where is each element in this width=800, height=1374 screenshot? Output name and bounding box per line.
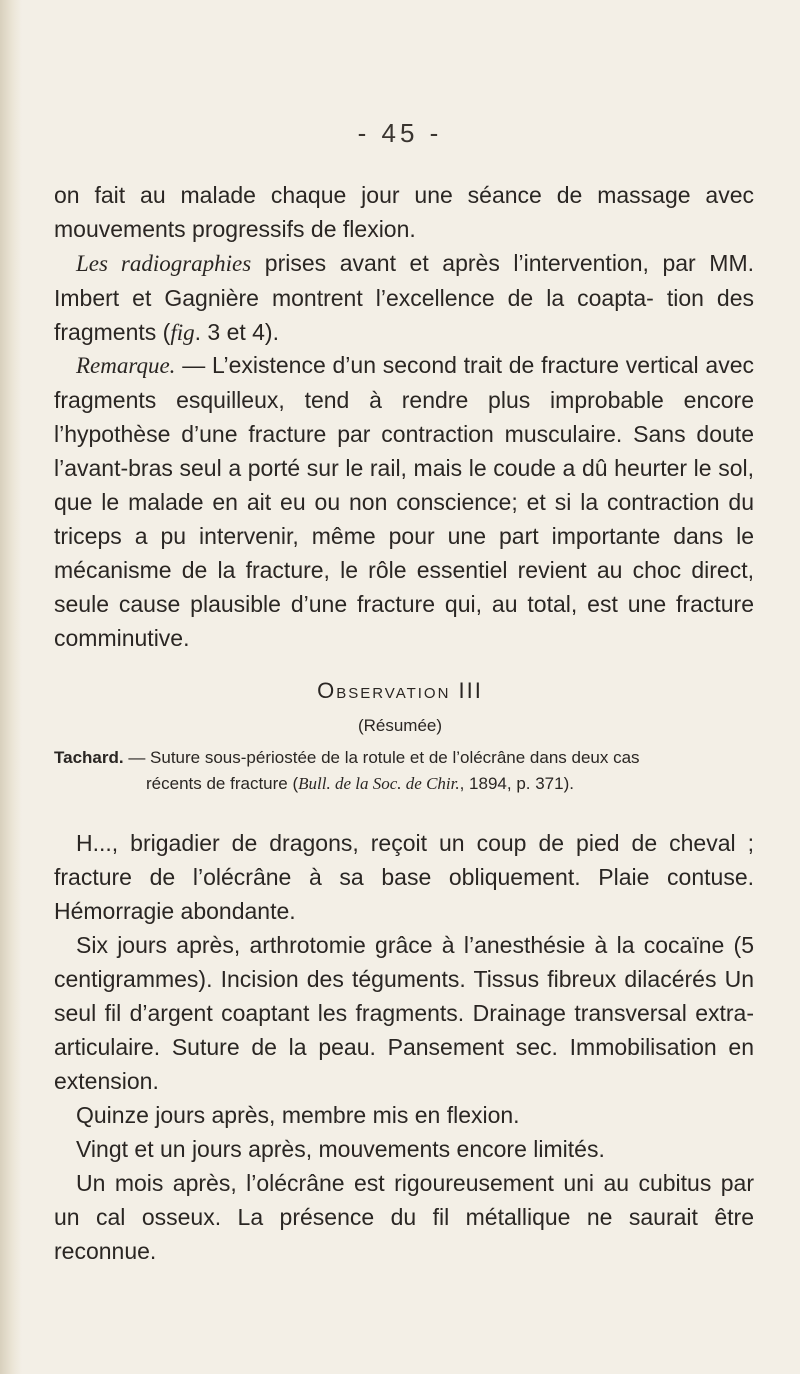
paragraph-massage-line1: on fait au malade chaque jour une séance de massage avec xyxy=(54,182,754,208)
radiographies-line1-rest: prises avant et après l’intervention, par xyxy=(251,250,696,276)
case-paragraph-5: Un mois après, l’olécrâne est rigoureusement uni au cubitus par un cal osseux. La présence du fil métallique ne saurait être reconnue. xyxy=(54,1170,754,1264)
observation-subtitle: (Résumée) xyxy=(357,716,443,735)
case-paragraph-3: Quinze jours après, membre mis en flexion. xyxy=(76,1102,520,1128)
case-paragraph-1: H..., brigadier de dragons, reçoit un coup de pied de cheval ; fracture de l’olécrâne à sa base obliquement. Plaie contuse. Hémorragie abondante. xyxy=(54,830,754,924)
radiographies-line3-end: . 3 et 4). xyxy=(194,319,279,345)
fig-italic: fig xyxy=(170,320,195,345)
radiographies-italic: Les radiographies xyxy=(76,251,252,276)
remarque-text: — L’existence d’un second trait de fracture vertical avec fragments esquilleux, tend à rendre plus improbable encore l’hypothèse d’une fracture par contraction musculaire. Sans doute l’avant-bras seul a porté sur le rail, mais le coude a dû heurter le sol, que le malade en ait eu ou non conscience; et si la contraction du triceps a pu intervenir, même pour une part importante dans le mécanisme de la fracture, le rôle essentiel revient au choc direct, seule cause plausible d’une fracture qui, au total, est une fracture comminutive. xyxy=(54,352,754,651)
reference-line2 xyxy=(54,771,754,797)
paragraph-radiographies xyxy=(54,246,754,350)
observation-title: Observation III xyxy=(317,678,483,703)
reference-line2-start: récents de fracture ( xyxy=(146,774,299,793)
reference-journal: Bull. de la Soc. de Chir. xyxy=(298,774,460,793)
case-paragraph-4: Vingt et un jours après, mouvements encore limités. xyxy=(76,1136,605,1162)
remarque-italic: Remarque. xyxy=(76,353,176,378)
reference-author: Tachard. xyxy=(54,748,124,767)
case-paragraph-2: Six jours après, arthrotomie grâce à l’anesthésie à la cocaïne (5 centigrammes). Incision des téguments. Tissus fibreux dilacérés Un seul fil d’argent coaptant les fragments. Drainage transversal extra-articulaire. Suture de la peau. Pansement sec. Immobilisation en extension. xyxy=(54,932,754,1094)
reference-line1: — Suture sous-périostée de la rotule et de l’olécrâne dans deux cas xyxy=(123,748,640,767)
page-number: - 45 - xyxy=(357,118,443,148)
paragraph-remarque xyxy=(54,348,754,655)
reference-citation xyxy=(54,745,754,797)
paragraph-massage xyxy=(54,178,754,246)
paragraph-massage-line2: mouvements progressifs de flexion. xyxy=(54,216,416,242)
radiographies-line3-start: tion des fragments ( xyxy=(54,285,754,345)
radiographies-line2: MM. Imbert et Gagnière montrent l’excellence de la coapta- xyxy=(54,250,755,311)
reference-line2-end: , 1894, p. 371). xyxy=(459,774,574,793)
